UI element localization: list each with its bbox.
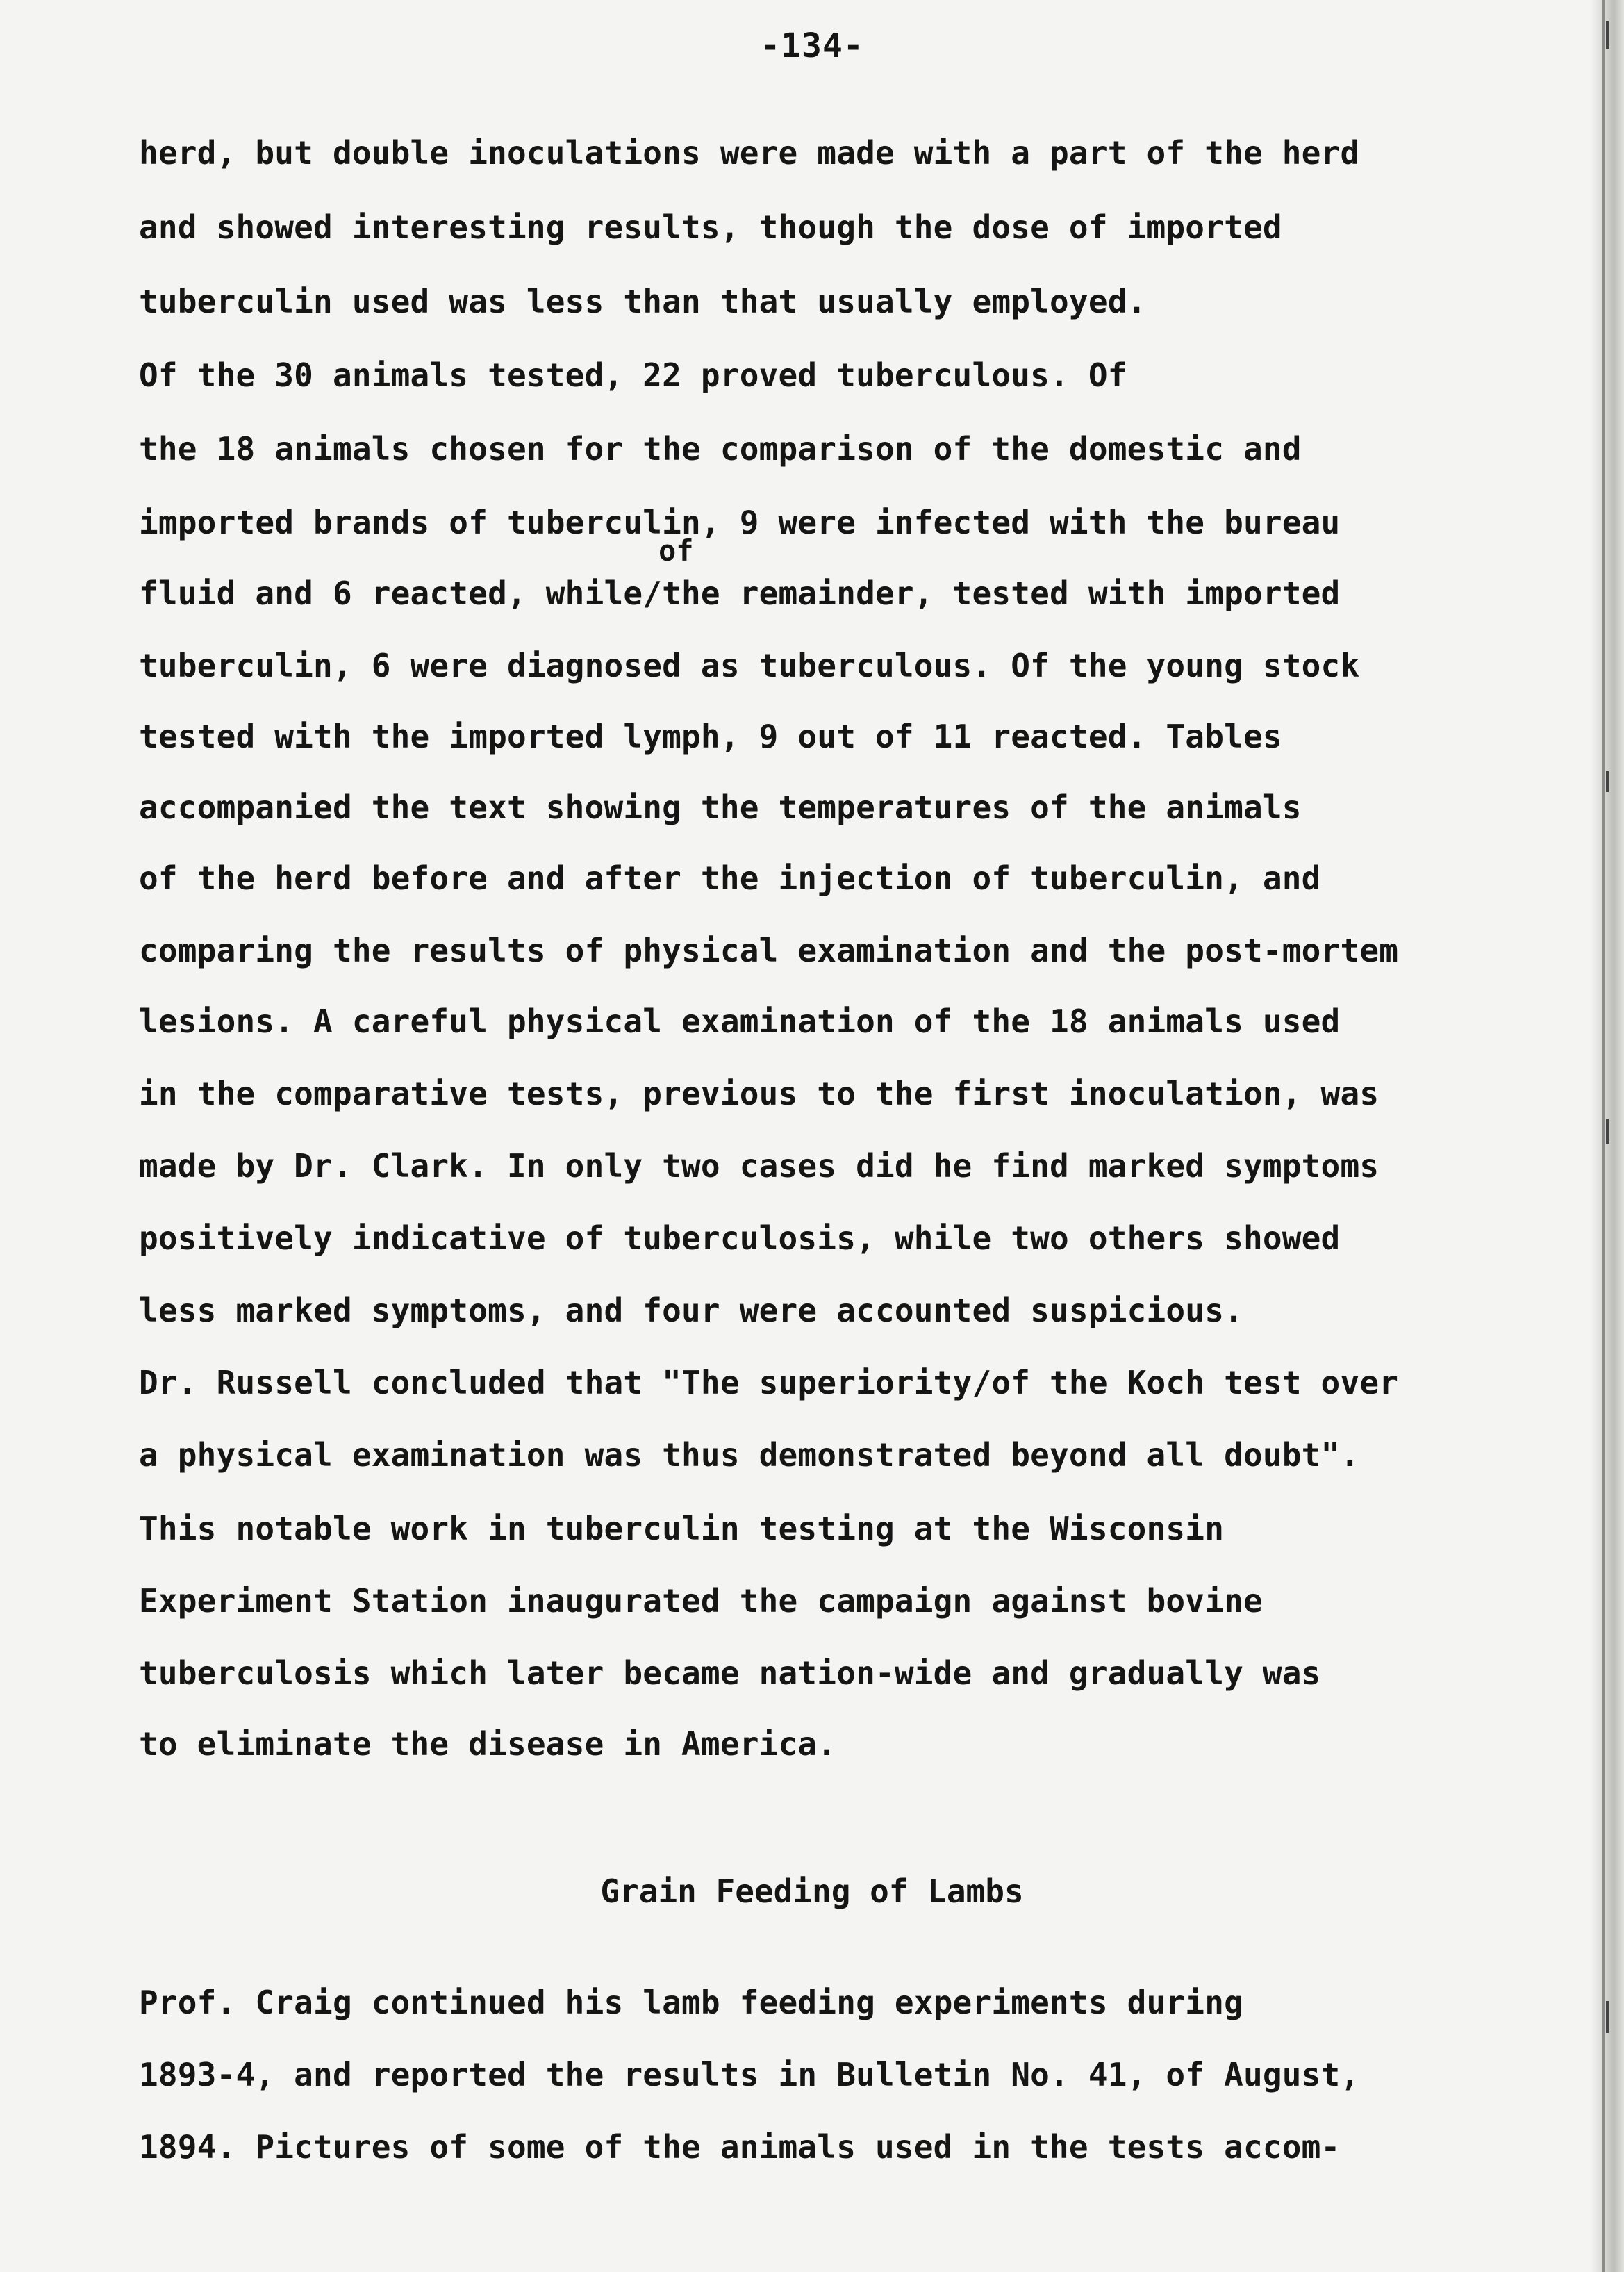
text-line: imported brands of tuberculin, 9 were infected with the bureau [139, 504, 1341, 541]
text-line: a physical examination was thus demonstrated beyond all doubt". [139, 1436, 1360, 1474]
scan-edge-mark [1606, 771, 1609, 792]
text-line: less marked symptoms, and four were accounted suspicious. [139, 1292, 1243, 1329]
text-line: comparing the results of physical examination and the post-mortem [139, 932, 1399, 969]
text-line: positively indicative of tuberculosis, while two others showed [139, 1219, 1341, 1257]
text-line: 1893-4, and reported the results in Bulletin No. 41, of August, [139, 2056, 1360, 2093]
text-line: tuberculin used was less than that usually employed. [139, 283, 1147, 320]
text-line: Dr. Russell concluded that "The superiority/of the Koch test over [139, 1364, 1399, 1401]
text-line: tuberculosis which later became nation-wide and gradually was [139, 1654, 1321, 1692]
scan-edge-mark [1606, 2001, 1609, 2033]
scan-edge-mark [1606, 21, 1609, 49]
text-line: accompanied the text showing the temperatures of the animals [139, 789, 1302, 826]
text-line: to eliminate the disease in America. [139, 1725, 837, 1763]
text-line: tested with the imported lymph, 9 out of 11 reacted. Tables [139, 718, 1282, 755]
text-line: Prof. Craig continued his lamb feeding experiments during [139, 1984, 1243, 2021]
page-number: -134- [760, 26, 864, 65]
text-line: Experiment Station inaugurated the campaign against bovine [139, 1582, 1263, 1620]
text-line: Of the 30 animals tested, 22 proved tuberculous. Of [139, 356, 1127, 394]
scan-edge-line [1602, 0, 1605, 2272]
scan-edge-mark [1606, 1119, 1609, 1144]
text-line: fluid and 6 reacted, while/the remainder, tested with imported [139, 575, 1341, 612]
text-line: 1894. Pictures of some of the animals used in the tests accom- [139, 2128, 1341, 2166]
text-line: the 18 animals chosen for the comparison of the domestic and [139, 430, 1302, 468]
text-line: This notable work in tuberculin testing at the Wisconsin [139, 1510, 1225, 1547]
text-line: lesions. A careful physical examination of the 18 animals used [139, 1003, 1341, 1040]
text-line: in the comparative tests, previous to the first inoculation, was [139, 1075, 1379, 1112]
text-line: herd, but double inoculations were made with a part of the herd [139, 134, 1360, 172]
text-line: tuberculin, 6 were diagnosed as tuberculous. Of the young stock [139, 647, 1360, 684]
text-line: made by Dr. Clark. In only two cases did he find marked symptoms [139, 1147, 1379, 1185]
interlinear-insertion: of [658, 534, 694, 568]
text-line: and showed interesting results, though the dose of imported [139, 208, 1282, 246]
text-line: of the herd before and after the injection of tuberculin, and [139, 859, 1321, 897]
section-heading: Grain Feeding of Lambs [600, 1872, 1024, 1910]
